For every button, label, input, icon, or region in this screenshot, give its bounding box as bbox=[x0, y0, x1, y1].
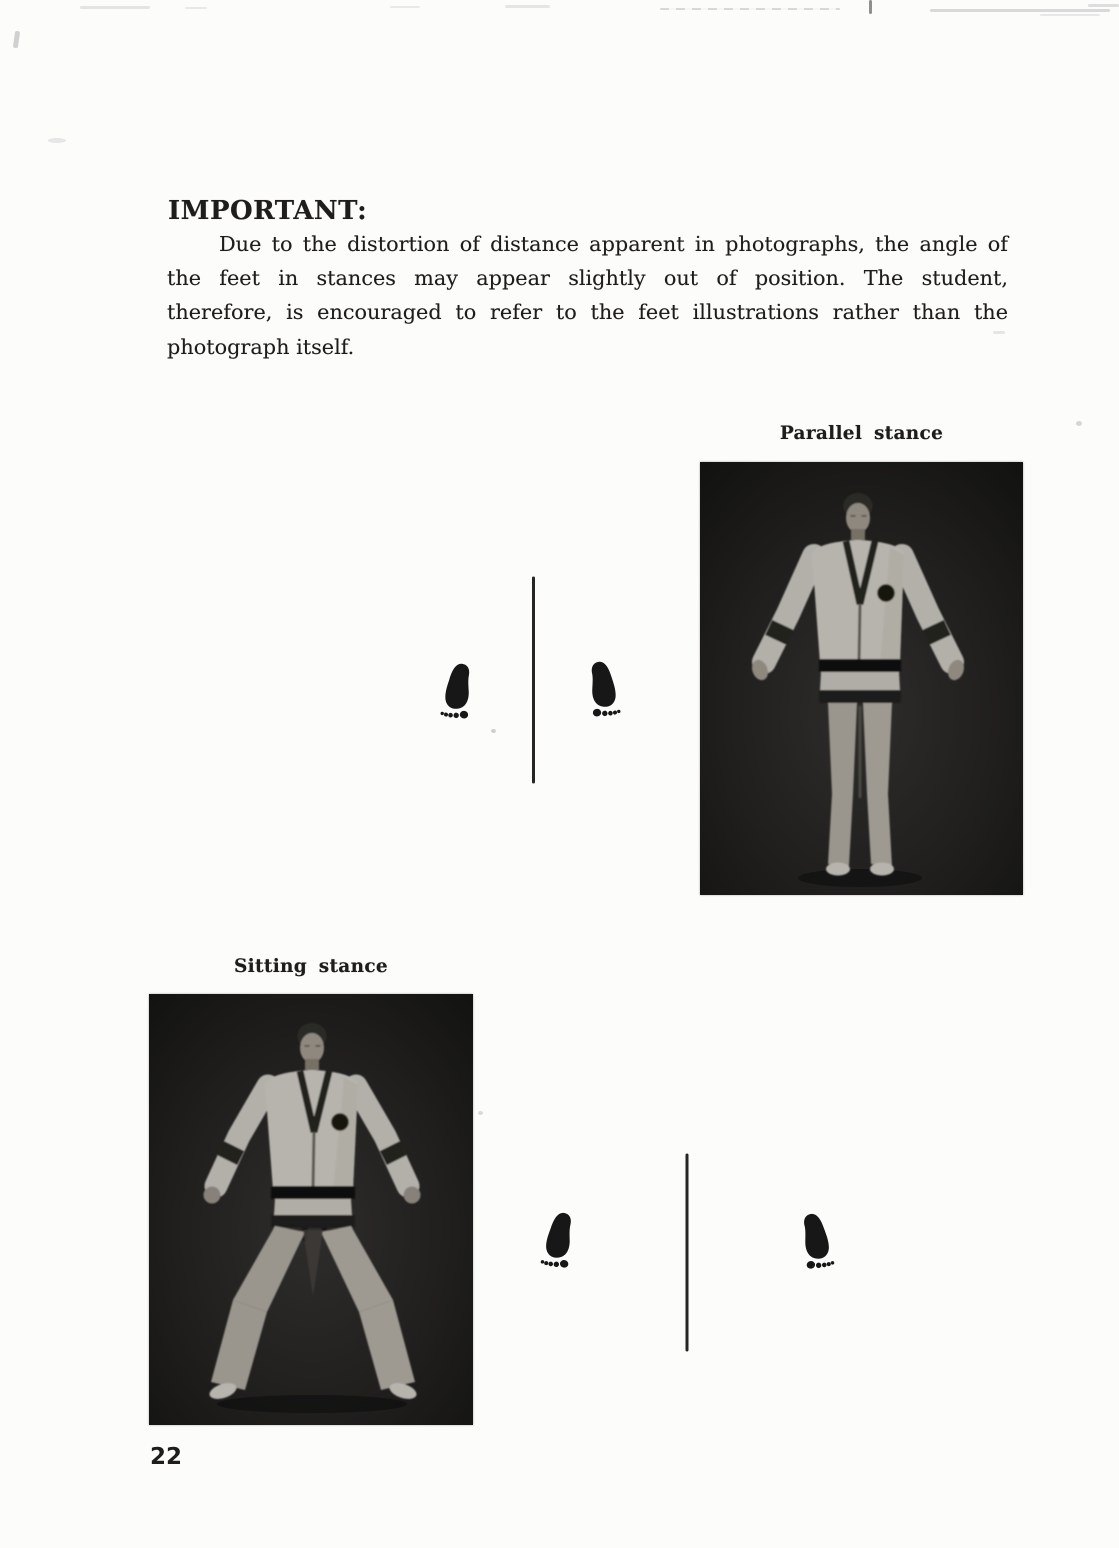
jacket-opening bbox=[859, 604, 860, 662]
sleeve-trim bbox=[390, 1146, 397, 1160]
footprint-icon bbox=[440, 662, 475, 720]
parallel-stance-caption: Parallel stance bbox=[779, 423, 944, 444]
scan-artifact bbox=[13, 31, 20, 49]
sitting-diagram-art bbox=[530, 1145, 840, 1360]
paragraph-line: Due to the distortion of distance apparent in photographs, the angle of bbox=[219, 232, 1008, 256]
eye bbox=[316, 1045, 321, 1047]
scan-artifact bbox=[80, 6, 150, 9]
eye bbox=[851, 515, 856, 517]
scan-artifact bbox=[869, 0, 872, 14]
important-paragraph bbox=[167, 227, 1008, 364]
floor-shadow bbox=[217, 1395, 407, 1413]
scan-artifact bbox=[660, 8, 840, 10]
belt-knot bbox=[849, 659, 871, 673]
parallel-stance-photo bbox=[700, 462, 1023, 895]
section-heading: IMPORTANT: bbox=[168, 196, 368, 226]
jacket-hem bbox=[274, 1199, 352, 1215]
eye bbox=[305, 1045, 310, 1047]
sitting-stance-caption: Sitting stance bbox=[234, 956, 388, 977]
right-foot bbox=[870, 863, 894, 876]
parallel-stance-diagram bbox=[430, 570, 640, 795]
scan-artifact bbox=[505, 5, 550, 8]
hem-trim bbox=[271, 1215, 355, 1228]
floor-shadow bbox=[798, 869, 922, 887]
chest-patch bbox=[878, 585, 895, 602]
sitting-stance-diagram bbox=[530, 1145, 840, 1360]
footprint-icon bbox=[540, 1210, 577, 1269]
paragraph-line: the feet in stances may appear slightly out of position. The student, bbox=[167, 266, 1008, 291]
scan-artifact bbox=[48, 138, 66, 143]
right-fist bbox=[404, 1187, 421, 1204]
neck bbox=[305, 1059, 319, 1070]
neck bbox=[851, 529, 865, 540]
face bbox=[300, 1033, 324, 1063]
scan-artifact bbox=[390, 6, 420, 8]
face bbox=[846, 503, 870, 533]
parallel-stance-photo-art bbox=[700, 462, 1023, 895]
chest-patch bbox=[332, 1114, 349, 1131]
scan-artifact bbox=[930, 9, 1110, 12]
sitting-stance-photo-art bbox=[149, 994, 473, 1425]
left-foot bbox=[826, 863, 850, 876]
paragraph-line: therefore, is encouraged to refer to the feet illustrations rather than the bbox=[167, 300, 1008, 325]
page-number: 22 bbox=[150, 1444, 183, 1470]
scan-artifact bbox=[1076, 421, 1082, 426]
scan-artifact bbox=[478, 1111, 483, 1115]
footprint-icon bbox=[586, 660, 621, 718]
footprint-icon bbox=[798, 1211, 835, 1270]
sitting-stance-photo bbox=[149, 994, 473, 1425]
paragraph-line: photograph itself. bbox=[167, 334, 355, 359]
sleeve-trim bbox=[776, 625, 783, 640]
jacket-opening bbox=[313, 1132, 314, 1189]
scan-artifact bbox=[185, 7, 207, 9]
sleeve-trim bbox=[227, 1146, 234, 1160]
jacket-hem bbox=[820, 672, 900, 690]
scan-artifact bbox=[1040, 14, 1100, 16]
parallel-diagram-art bbox=[430, 570, 640, 795]
sleeve-trim bbox=[933, 625, 940, 640]
scan-artifact bbox=[1088, 4, 1119, 7]
eye bbox=[862, 515, 867, 517]
belt-knot bbox=[303, 1186, 325, 1200]
hem-trim bbox=[819, 690, 901, 703]
left-fist bbox=[204, 1187, 221, 1204]
